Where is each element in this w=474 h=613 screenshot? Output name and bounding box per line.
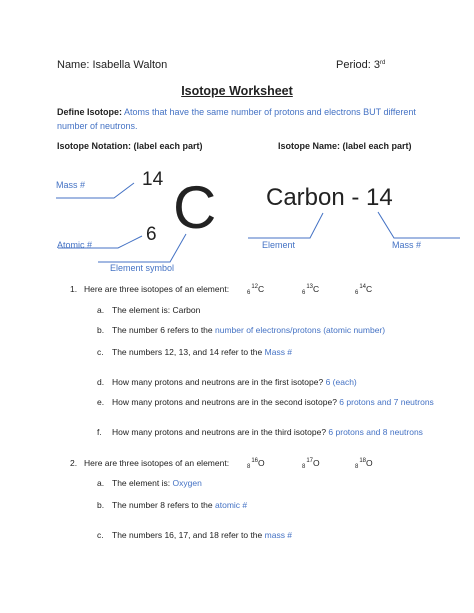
q2-text: Here are three isotopes of an element: [84, 458, 230, 468]
q1-isotope-2: $_6^{13}$C [302, 284, 320, 296]
q1-isotope-3: $_6^{14}$C [355, 284, 373, 296]
q1a-text: The element is: Carbon [112, 305, 201, 315]
q1b-answer: number of electrons/protons (atomic number) [215, 325, 386, 335]
q2c-answer: mass # [264, 530, 293, 540]
name-heading: Isotope Name: (label each part) [278, 141, 412, 151]
name-mass-label: Mass # [392, 240, 422, 250]
q2a-row: The element is: Oxygen [112, 478, 202, 488]
q2c-letter: c. [97, 530, 104, 540]
define-answer-2: number of neutrons. [57, 121, 138, 131]
q1c-letter: c. [97, 347, 104, 357]
isotope-name: Carbon - 14 [266, 184, 393, 211]
element-symbol: C [173, 174, 217, 241]
q1d-answer: 6 (each) [325, 377, 357, 387]
q1b-row: The number 6 refers to the number of electrons/protons (atomic number) [112, 325, 386, 335]
q1e-letter: e. [97, 397, 105, 407]
q1f-letter: f. [97, 427, 102, 437]
q1c-answer: Mass # [264, 347, 293, 357]
q1c-row: The numbers 12, 13, and 14 refer to the Mass # [112, 347, 293, 357]
q1-isotope-1: $_6^{12}$C [247, 284, 265, 296]
name-mass-line [378, 212, 460, 238]
q2a-answer: Oxygen [172, 478, 202, 488]
q1d-letter: d. [97, 377, 105, 387]
mass-label: Mass # [56, 180, 86, 190]
student-name: Name: Isabella Walton [57, 59, 168, 71]
notation-heading: Isotope Notation: (label each part) [57, 141, 203, 151]
q2b-letter: b. [97, 500, 105, 510]
period-sup: rd [380, 60, 386, 66]
atomic-number: 6 [146, 224, 157, 245]
q2a-letter: a. [97, 478, 105, 488]
element-symbol-label: Element symbol [110, 263, 175, 273]
q1a-letter: a. [97, 305, 105, 315]
q2-number: 2. [70, 458, 78, 468]
q1f-answer: 6 protons and 8 neutrons [328, 427, 423, 437]
define-answer-1: Atoms that have the same number of protons and electrons BUT different [124, 107, 416, 117]
element-line [248, 213, 323, 238]
period-text: Period: 3 [336, 59, 381, 71]
q2b-row: The number 8 refers to the atomic # [112, 500, 248, 510]
q1-text: Here are three isotopes of an element: [84, 284, 230, 294]
q2-isotope-3: $_8^{18}$O [355, 458, 373, 470]
define-label: Define Isotope: [57, 107, 123, 117]
q2c-row: The numbers 16, 17, and 18 refer to the mass # [112, 530, 293, 540]
q1d-row: How many protons and neutrons are in the first isotope? 6 (each) [112, 377, 357, 387]
atomic-label: Atomic # [57, 240, 93, 250]
q1f-row: How many protons and neutrons are in the third isotope? 6 protons and 8 neutrons [112, 427, 423, 437]
q2b-answer: atomic # [215, 500, 248, 510]
mass-number: 14 [142, 169, 164, 190]
q1e-row: How many protons and neutrons are in the second isotope? 6 protons and 7 neutrons [112, 397, 434, 407]
q1b-letter: b. [97, 325, 105, 335]
page-title: Isotope Worksheet [181, 84, 293, 98]
q1e-answer: 6 protons and 7 neutrons [339, 397, 434, 407]
q1-number: 1. [70, 284, 78, 294]
q2-isotope-2: $_8^{17}$O [302, 458, 320, 470]
q2-isotope-1: $_8^{16}$O [247, 458, 265, 470]
element-label: Element [262, 240, 296, 250]
